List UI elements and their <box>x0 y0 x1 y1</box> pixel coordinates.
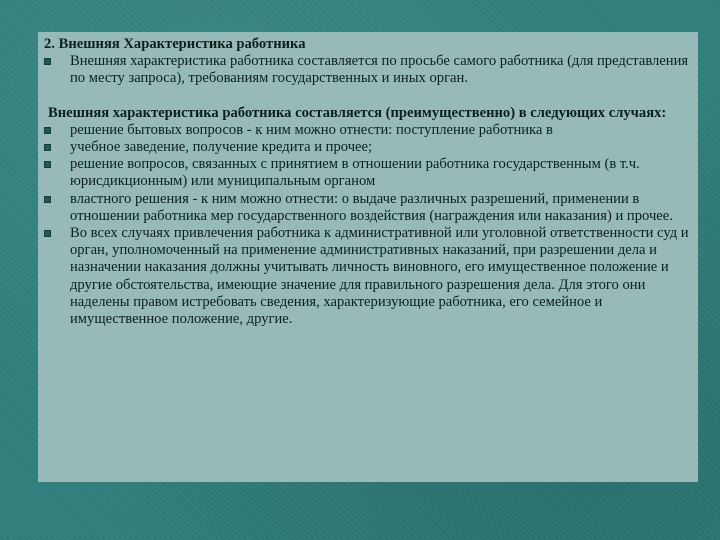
list-item <box>44 225 696 328</box>
square-bullet-icon <box>44 58 51 65</box>
list-item-text: решение вопросов, связанных с принятием в отношении работника государственным (в т.ч. юрисдикционным) или муниципальным органом <box>70 156 640 190</box>
list-item-text: властного решения - к ним можно отнести: о выдаче различных разрешений, применении в отношении работника мер государственного воздействия (награждения или наказания) и прочее. <box>70 190 673 224</box>
list-item-text: Внешняя характеристика работника составляется по просьбе самого работника (для представления по месту запроса), требованиям государственных и иных орган. <box>70 53 689 87</box>
list-item-text: решение бытовых вопросов - к ним можно отнести: поступление работника в <box>70 121 553 138</box>
list-item <box>44 139 696 156</box>
list-item <box>44 156 696 190</box>
section-heading: 2. Внешняя Характеристика работника <box>44 36 306 52</box>
square-bullet-icon <box>44 144 51 151</box>
square-bullet-icon <box>44 230 51 237</box>
list-item <box>44 53 696 87</box>
list-item-text: Во всех случаях привлечения работника к административной или уголовной ответственности суд и орган, уполномоченный на применение административных наказаний, при разрешении дела и назначении наказания должны учитывать личность виновного, его имущественное положение и другие обстоятельства, имеющие значение для правильного разрешения дела. Для этого они наделены правом истребовать сведения, характеризующие работника, его семейное и имущественное положение, другие. <box>70 225 689 328</box>
square-bullet-icon <box>44 196 51 203</box>
list-item-text: учебное заведение, получение кредита и прочее; <box>70 139 373 156</box>
list-item <box>44 122 696 139</box>
square-bullet-icon <box>44 161 51 168</box>
slide-content <box>44 36 696 328</box>
square-bullet-icon <box>44 127 51 134</box>
list-item <box>44 191 696 225</box>
section-intro: Внешняя характеристика работника составляется (преимущественно) в следующих случаях: <box>48 104 667 121</box>
spacer <box>44 88 696 105</box>
